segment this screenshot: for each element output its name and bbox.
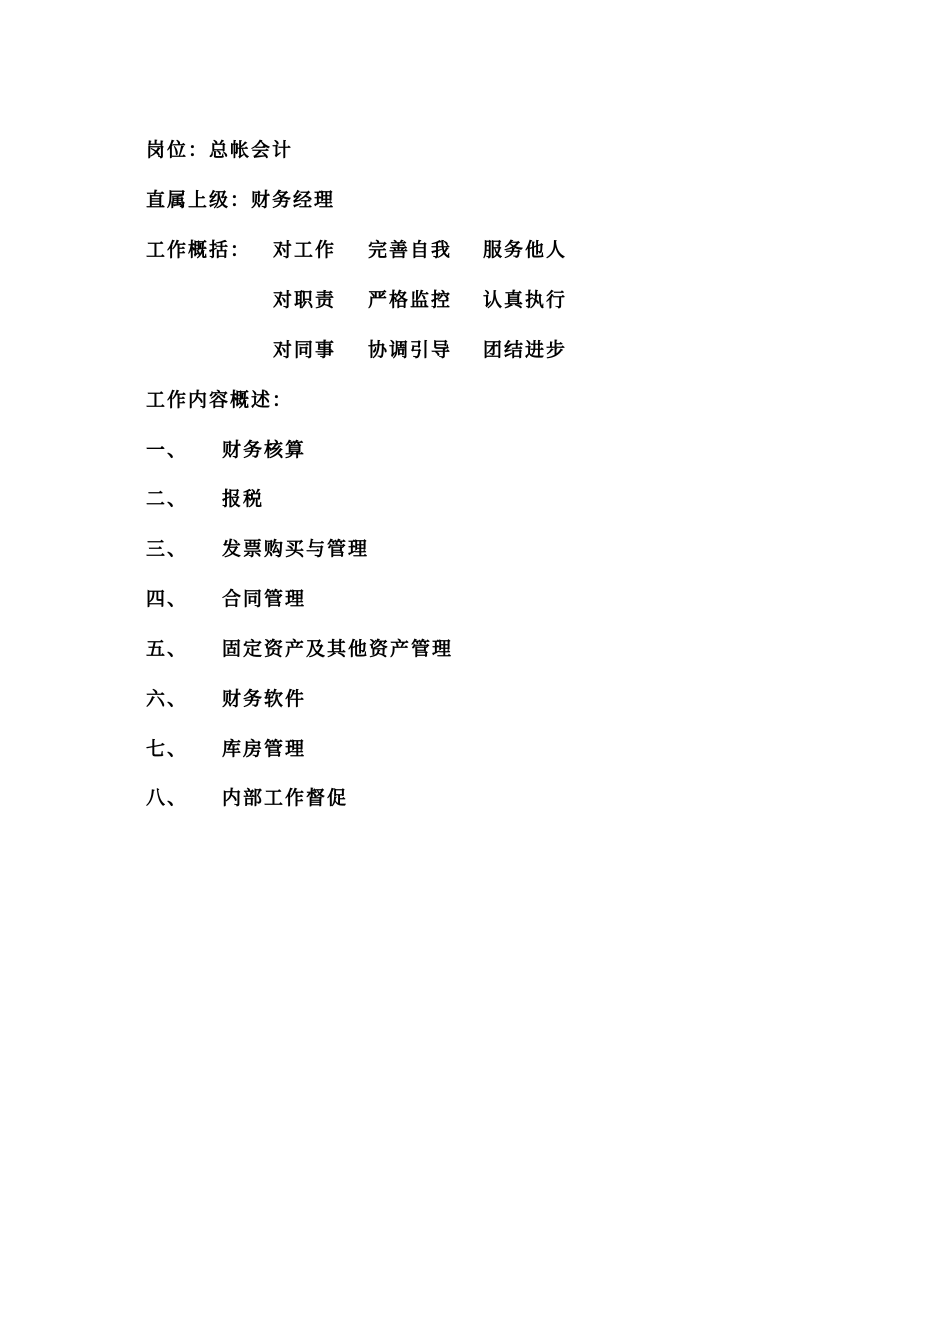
summary-row-1-c: 服务他人 (483, 239, 568, 261)
list-item-number: 一、 (146, 439, 189, 461)
summary-row-3-a: 对同事 (273, 339, 337, 361)
list-item-number: 六、 (146, 688, 189, 710)
content-heading: 工作内容概述： (146, 389, 294, 411)
list-item-number: 七、 (146, 738, 189, 760)
list-item (146, 687, 306, 711)
list-item-number: 二、 (146, 488, 189, 510)
summary-row-2-a: 对职责 (273, 289, 337, 311)
list-item-number: 八、 (146, 787, 189, 809)
summary-line-1 (146, 238, 567, 262)
position-label: 岗位： (146, 139, 210, 161)
list-item-text: 库房管理 (222, 738, 307, 760)
supervisor-value: 财务经理 (251, 189, 336, 211)
list-item-number: 五、 (146, 638, 189, 660)
list-item (146, 587, 306, 611)
list-item (146, 438, 306, 462)
list-item-text: 报税 (222, 488, 265, 510)
summary-line-3 (273, 338, 567, 362)
list-item (146, 637, 453, 661)
summary-label: 工作概括： (146, 239, 252, 261)
supervisor-label: 直属上级： (146, 189, 252, 211)
list-item (146, 786, 348, 810)
list-item-text: 发票购买与管理 (222, 538, 370, 560)
summary-row-1-b: 完善自我 (368, 239, 453, 261)
list-item-text: 固定资产及其他资产管理 (222, 638, 454, 660)
list-item-text: 合同管理 (222, 588, 307, 610)
list-item-number: 四、 (146, 588, 189, 610)
summary-row-1-a: 对工作 (273, 239, 337, 261)
summary-row-3-b: 协调引导 (368, 339, 453, 361)
list-item (146, 737, 306, 761)
list-item-text: 财务核算 (222, 439, 307, 461)
summary-row-3-c: 团结进步 (483, 339, 568, 361)
position-value: 总帐会计 (209, 139, 294, 161)
list-item (146, 487, 264, 511)
summary-row-2-c: 认真执行 (483, 289, 568, 311)
position-line (146, 138, 293, 162)
summary-row-2-b: 严格监控 (368, 289, 453, 311)
summary-line-2 (273, 288, 567, 312)
list-item-text: 内部工作督促 (222, 787, 349, 809)
supervisor-line (146, 188, 335, 212)
list-item-number: 三、 (146, 538, 189, 560)
list-item (146, 537, 369, 561)
list-item-text: 财务软件 (222, 688, 307, 710)
